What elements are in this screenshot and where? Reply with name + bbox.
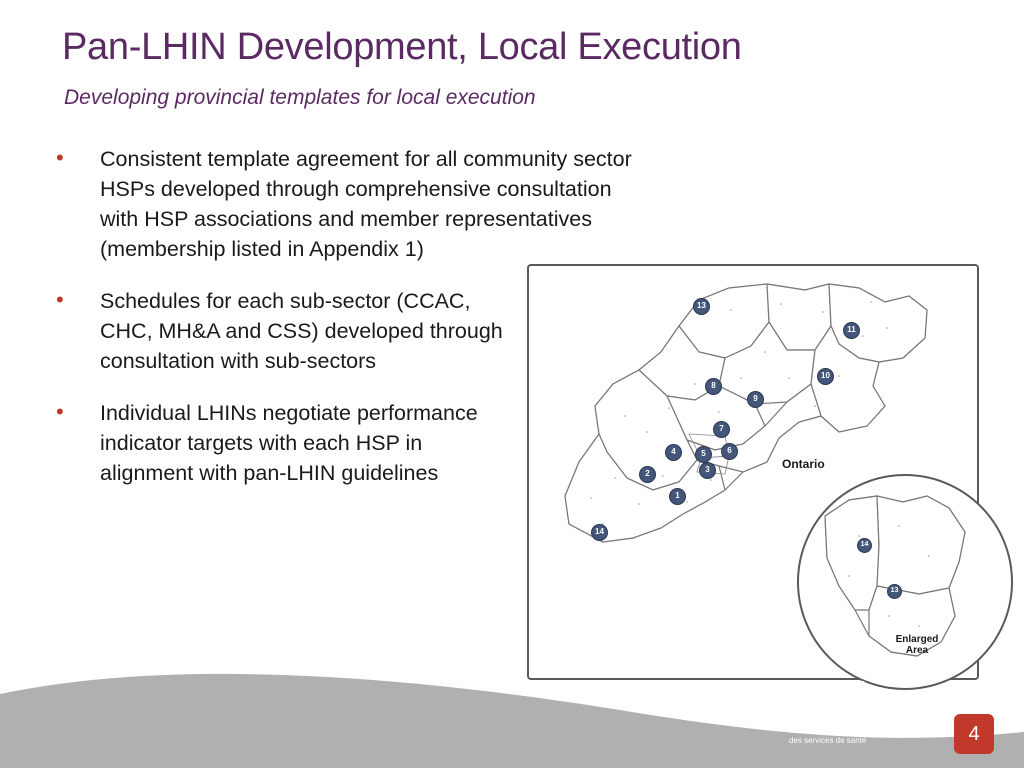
bullet-list — [56, 144, 632, 510]
map-pin[interactable]: 14 — [591, 524, 608, 541]
map-pin[interactable]: 14 — [857, 538, 872, 553]
list-item — [56, 144, 632, 264]
list-item-text: Individual LHINs negotiate performance indicator targets with each HSP in alignment with pan-LHIN guidelines — [100, 401, 478, 485]
list-item-text: Consistent template agreement for all community sector HSPs developed through comprehensive consultation with HSP associations and member representatives (membership listed in Appendix 1) — [100, 147, 632, 261]
logo-subtext-line3: Réseau local d'intégration — [789, 726, 881, 735]
map-pin[interactable]: 6 — [721, 443, 738, 460]
ontario-lhin-logo — [740, 676, 980, 746]
map-pin[interactable]: 7 — [713, 421, 730, 438]
map-pin[interactable]: 8 — [705, 378, 722, 395]
map-pin[interactable]: 4 — [665, 444, 682, 461]
map-pin[interactable]: 13 — [887, 584, 902, 599]
list-item — [56, 286, 576, 376]
map-figure — [527, 264, 979, 680]
map-pin[interactable]: 9 — [747, 391, 764, 408]
bullet-marker-icon: • — [56, 287, 64, 312]
list-item-text: Schedules for each sub-sector (CCAC, CHC, MH&A and CSS) developed through consultation with sub-sectors — [100, 289, 503, 373]
map-region-label: Ontario — [782, 457, 825, 471]
map-pin[interactable]: 5 — [695, 446, 712, 463]
logo-subtext-line2: Network — [789, 716, 819, 725]
page-number-badge: 4 — [954, 714, 994, 754]
map-pin[interactable]: 11 — [843, 322, 860, 339]
page-subtitle: Developing provincial templates for local execution — [64, 86, 536, 109]
logo-subtext-line4: des services de santé — [789, 736, 867, 745]
map-pin[interactable]: 3 — [699, 462, 716, 479]
inset-label: Enlarged Area — [895, 634, 939, 656]
map-pin[interactable]: 10 — [817, 368, 834, 385]
map-pin[interactable]: 1 — [669, 488, 686, 505]
list-item — [56, 398, 576, 488]
logo-subtext-line1: Local Health Integration — [789, 706, 874, 715]
trillium-icon — [746, 678, 782, 714]
logo-subtext — [789, 706, 979, 746]
bullet-marker-icon: • — [56, 399, 64, 424]
bullet-marker-icon: • — [56, 145, 64, 170]
page-title: Pan-LHIN Development, Local Execution — [62, 26, 742, 68]
logo-wordmark: Ontario — [788, 676, 883, 706]
map-pin[interactable]: 13 — [693, 298, 710, 315]
map-pin[interactable]: 2 — [639, 466, 656, 483]
